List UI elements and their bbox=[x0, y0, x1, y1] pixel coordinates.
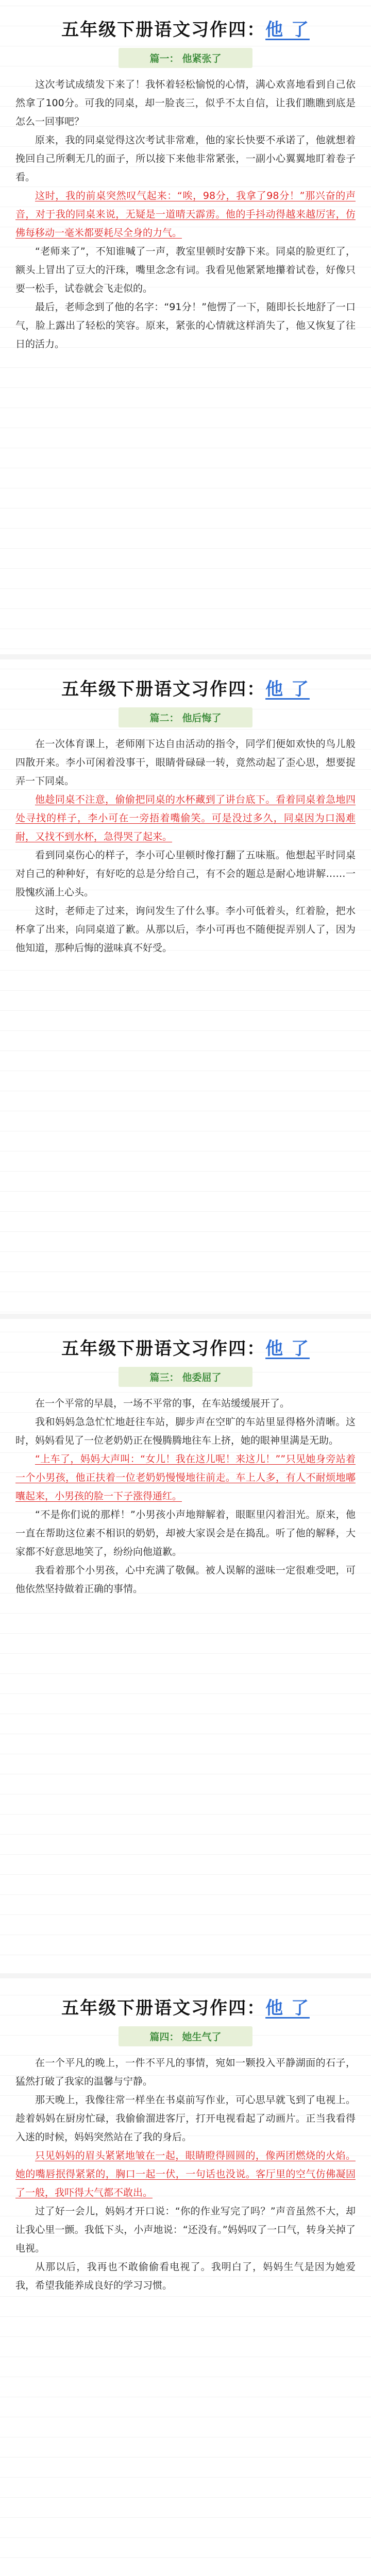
chapter-heading bbox=[119, 2026, 252, 2046]
essay-title bbox=[15, 675, 356, 700]
essay-paragraph: 在一个平常的早晨，一场不平常的事，在车站缓缓展开了。 bbox=[35, 1398, 290, 1409]
essay-paragraph: 最后，老师念到了他的名字：“91分！”他愣了一下，随即长长地舒了一口气，脸上露出了轻松的笑容。原来，紧张的心情就这样消失了，他又恢复了往日的活力。 bbox=[15, 301, 356, 350]
title-accent: 他 了 bbox=[265, 679, 310, 700]
essay-paragraph: 那天晚上，我像往常一样坐在书桌前写作业，可心思早就飞到了电视上。趁着妈妈在厨房忙碌，我偷偷溜进客厅，打开电视看起了动画片。正当我看得入迷的时候，妈妈突然站在了我的身后。 bbox=[15, 2094, 356, 2143]
essay-section-2 bbox=[0, 659, 371, 1319]
chapter-label: 篇一： bbox=[149, 53, 179, 64]
essay-section-1 bbox=[0, 0, 371, 659]
essay-paragraph: 我和妈妈急急忙忙地赶往车站，脚步声在空旷的车站里显得格外清晰。这时，妈妈看见了一位老奶奶正在慢腾腾地往车上挤，她的眼神里满是无助。 bbox=[15, 1416, 356, 1446]
essay-title bbox=[15, 15, 356, 41]
title-accent: 他 了 bbox=[265, 1338, 310, 1359]
section-divider bbox=[0, 1973, 371, 1978]
essay-paragraph-highlighted: 这时，我的前桌突然叹气起来：“唉，98分，我拿了98分！”那兴奋的声音，对于我的同桌来说，无疑是一道晴天霹雳。他的手抖动得越来越厉害，仿佛每移动一毫米都要耗尽全身的力气。 bbox=[15, 190, 356, 239]
title-prefix: 五年级下册语文习作四： bbox=[61, 20, 266, 40]
essay-paragraph: 这时，老师走了过来，询问发生了什么事。李小可低着头，红着脸，把水杯拿了出来，向同桌道了歉。从那以后，李小可再也不随便捉弄别人了，因为他知道，那种后悔的滋味真不好受。 bbox=[15, 905, 356, 954]
essay-section-3 bbox=[0, 1319, 371, 1978]
chapter-title: 她生气了 bbox=[182, 2031, 222, 2043]
essay-paragraph: 原来，我的同桌觉得这次考试非常难，他的家长快要不承诺了，他就想着挽回自己所剩无几的面子，所以接下来他非常紧张，一副小心翼翼地盯着卷子看。 bbox=[15, 134, 356, 183]
essay-paragraph: 我看着那个小男孩，心中充满了敬佩。被人误解的滋味一定很难受吧，可他依然坚持做着正确的事情。 bbox=[15, 1565, 356, 1595]
essay-section-4 bbox=[0, 1978, 371, 2576]
essay-paragraph: 在一次体育课上，老师刚下达自由活动的指令，同学们便如欢快的鸟儿般四散开来。李小可闲着没事干，眼睛骨碌碌一转，竟然动起了歪心思，想要捉弄一下同桌。 bbox=[15, 738, 356, 787]
title-prefix: 五年级下册语文习作四： bbox=[61, 1338, 266, 1359]
title-prefix: 五年级下册语文习作四： bbox=[61, 1998, 266, 2019]
essay-title bbox=[15, 1334, 356, 1360]
chapter-label: 篇三： bbox=[149, 1372, 179, 1383]
chapter-title: 他后悔了 bbox=[182, 713, 222, 724]
section-divider bbox=[0, 654, 371, 659]
chapter-label: 篇四： bbox=[149, 2031, 179, 2043]
chapter-title: 他委屈了 bbox=[182, 1372, 222, 1383]
chapter-title: 他紧张了 bbox=[182, 53, 222, 64]
essay-paragraph: 过了好一会儿，妈妈才开口说：“你的作业写完了吗？”声音虽然不大，却让我心里一颤。我低下头，小声地说：“还没有。”妈妈叹了一口气，转身关掉了电视。 bbox=[15, 2206, 356, 2254]
section-divider bbox=[0, 1314, 371, 1319]
chapter-heading bbox=[119, 1367, 252, 1387]
title-prefix: 五年级下册语文习作四： bbox=[61, 679, 266, 700]
essay-paragraph: 这次考试成绩发下来了！我怀着轻松愉悦的心情，满心欢喜地看到自己依然拿了100分。可我的同桌，却一脸丧三，似乎不太自信，让我们瞧瞧到底是怎么一回事吧？ bbox=[15, 79, 356, 127]
essay-paragraph: 在一个平凡的晚上，一件不平凡的事情，宛如一颗投入平静湖面的石子，猛然打破了我家的温馨与宁静。 bbox=[15, 2057, 356, 2087]
essay-title bbox=[15, 1994, 356, 2019]
essay-paragraph-highlighted: “上车了，妈妈大声叫：“女儿！我在这儿呢！来这儿！””只见她身旁站着一个小男孩，他正扶着一位老奶奶慢慢地往前走。车上人多，有人不耐烦地嘟囔起来，小男孩的脸一下子涨得通红。 bbox=[15, 1453, 356, 1502]
essay-paragraph: “不是你们说的那样！”小男孩小声地辩解着，眼眶里闪着泪光。原来，他一直在帮助这位素不相识的奶奶，却被大家误会是在捣乱。听了他的解释，大家都不好意思地笑了，纷纷向他道歉。 bbox=[15, 1509, 356, 1557]
essay-paragraph-highlighted: 只见妈妈的眉头紧紧地皱在一起，眼睛瞪得圆圆的，像两团燃烧的火焰。她的嘴唇抿得紧紧的，胸口一起一伏，一句话也没说。客厅里的空气仿佛凝固了一般，我吓得大气都不敢出。 bbox=[15, 2150, 356, 2198]
chapter-heading bbox=[119, 707, 252, 727]
essay-paragraph: “老师来了”，不知谁喊了一声，教室里顿时安静下来。同桌的脸更红了，额头上冒出了豆大的汗珠，嘴里念念有词。我看见他紧紧地攥着试卷，好像只要一松手，试卷就会飞走似的。 bbox=[15, 246, 356, 294]
essay-paragraph-highlighted: 他趁同桌不注意，偷偷把同桌的水杯藏到了讲台底下。看着同桌着急地四处寻找的样子，李小可在一旁捂着嘴偷笑。可是没过多久，同桌因为口渴难耐，又找不到水杯，急得哭了起来。 bbox=[15, 794, 356, 842]
essay-paragraph: 看到同桌伤心的样子，李小可心里顿时像打翻了五味瓶。他想起平时同桌对自己的种种好，有好吃的总是分给自己，有不会的题总是耐心地讲解……一股愧疚涌上心头。 bbox=[15, 850, 356, 898]
essay-paragraph: 从那以后，我再也不敢偷偷看电视了。我明白了，妈妈生气是因为她爱我，希望我能养成良好的学习习惯。 bbox=[15, 2261, 356, 2291]
title-accent: 他 了 bbox=[265, 20, 310, 40]
title-accent: 他 了 bbox=[265, 1998, 310, 2019]
chapter-heading bbox=[119, 48, 252, 68]
chapter-label: 篇二： bbox=[149, 713, 179, 724]
